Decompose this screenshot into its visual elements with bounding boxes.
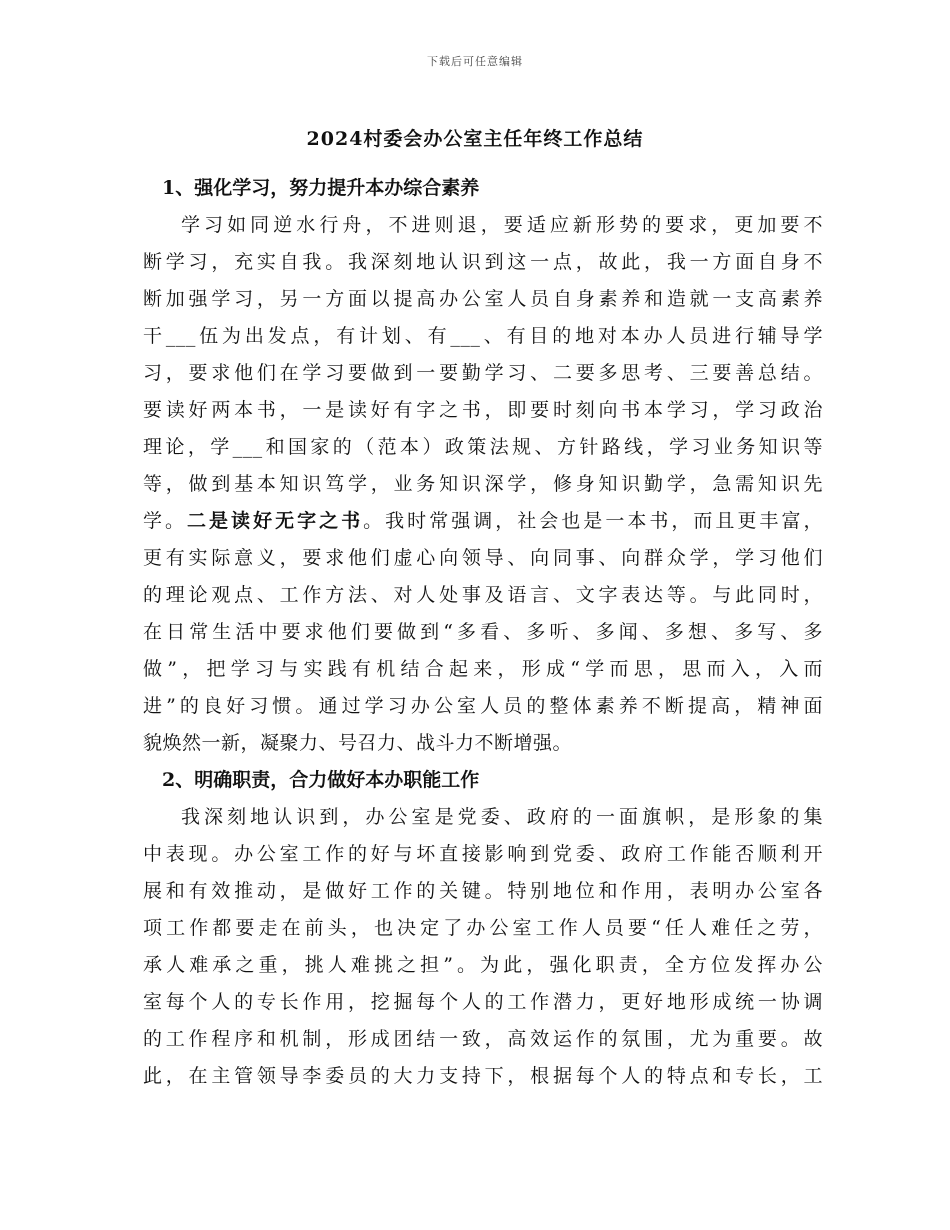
section-1-line: 更有实际意义，要求他们虚心向领导、向同事、向群众学，学习他们 [143, 547, 823, 569]
section-1-line: 的理论观点、工作方法、对人处事及语言、文字表达等。与此同时， [143, 584, 823, 606]
section-1-line: 干___伍为出发点，有计划、有___、有目的地对本办人员进行辅导学 [143, 325, 823, 347]
document-body [143, 170, 823, 1095]
section-1-line-mixed [143, 503, 823, 540]
section-1-line: 习，要求他们在学习要做到一要勤学习、二要多思考、三要善总结。 [143, 362, 823, 384]
section-2-line: 我深刻地认识到，办公室是党委、政府的一面旗帜，是形象的集 [181, 806, 823, 828]
section-2-line: 的工作程序和机制，形成团结一致，高效运作的氛围，尤为重要。故 [143, 1028, 823, 1050]
section-1-line: 等，做到基本知识笃学，业务知识深学，修身知识勤学，急需知识先 [143, 473, 823, 495]
section-2-line: 此，在主管领导李委员的大力支持下，根据每个人的特点和专长，工 [143, 1065, 823, 1087]
section-2-line: 展和有效推动，是做好工作的关键。特别地位和作用，表明办公室各 [143, 880, 823, 902]
section-2-heading: 2、明确职责，合力做好本办职能工作 [162, 769, 480, 791]
page-header-note: 下载后可任意编辑 [427, 55, 523, 68]
section-1-line: 貌焕然一新，凝聚力、号召力、战斗力不断增强。 [143, 732, 573, 754]
section-1-line: 断加强学习，另一方面以提高办公室人员自身素养和造就一支高素养 [143, 288, 823, 310]
section-1-line: 要读好两本书，一是读好有字之书，即要时刻向书本学习，学习政治 [143, 399, 823, 421]
bold-phrase: 二是读好无字之书 [187, 510, 364, 532]
section-1-line: 理论，学___和国家的（范本）政策法规、方针路线，学习业务知识等 [143, 436, 823, 458]
section-1-line: 断学习，充实自我。我深刻地认识到这一点，故此，我一方面自身不 [143, 251, 823, 273]
document-title: 2024村委会办公室主任年终工作总结 [306, 128, 644, 150]
section-2-line: 承人难承之重，挑人难挑之担”。为此，强化职责，全方位发挥办公 [143, 954, 823, 976]
section-2-line: 项工作都要走在前头，也决定了办公室工作人员要“任人难任之劳， [143, 917, 823, 939]
section-1-line: 进”的良好习惯。通过学习办公室人员的整体素养不断提高，精神面 [143, 695, 823, 717]
section-2-line: 室每个人的专长作用，挖掘每个人的工作潜力，更好地形成统一协调 [143, 991, 823, 1013]
line-text-before: 学。 [143, 510, 188, 532]
section-1-line: 在日常生活中要求他们要做到“多看、多听、多闻、多想、多写、多 [143, 621, 823, 643]
section-1-line: 学习如同逆水行舟，不进则退，要适应新形势的要求，更加要不 [181, 214, 823, 236]
line-text-after: 。我时常强调，社会也是一本书，而且更丰富， [363, 510, 823, 532]
section-1-line: 做”，把学习与实践有机结合起来，形成“学而思，思而入，入而 [143, 658, 823, 680]
section-2-line: 中表现。办公室工作的好与坏直接影响到党委、政府工作能否顺利开 [143, 843, 823, 865]
section-1-heading: 1、强化学习，努力提升本办综合素养 [162, 177, 480, 199]
